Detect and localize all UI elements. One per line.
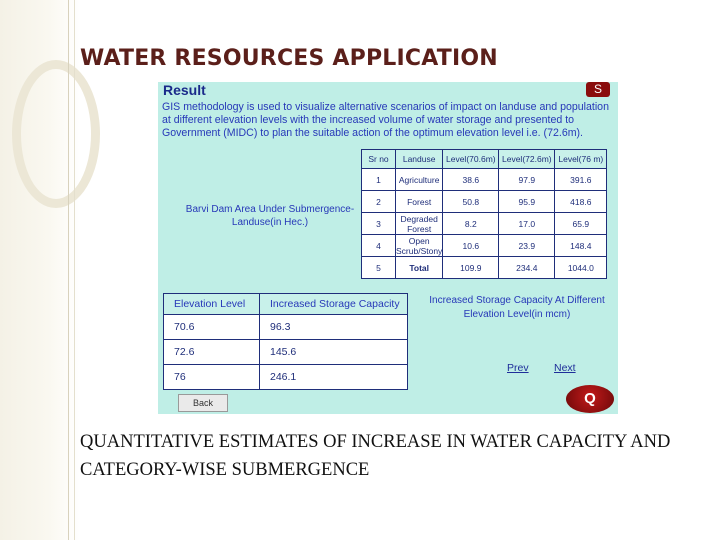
- landuse-header-cell: Sr no: [362, 150, 396, 169]
- landuse-header-cell: Level(70.6m): [443, 150, 499, 169]
- table-row: [362, 169, 607, 191]
- table-row: [362, 213, 607, 235]
- table-cell: 1044.0: [555, 257, 607, 279]
- decorative-line: [68, 0, 69, 540]
- landuse-table: [361, 149, 607, 279]
- table-cell: 96.3: [260, 315, 408, 340]
- table-cell: 76: [164, 365, 260, 390]
- result-description: GIS methodology is used to visualize alternative scenarios of impact on landuse and population at different elevation levels with the increased volume of water storage and presented to Government (MIDC) to plan the suitable action of the optimum elevation level i.e. (72.6m).: [162, 101, 609, 139]
- elevation-header-cell: Elevation Level: [164, 294, 260, 315]
- slide-caption: QUANTITATIVE ESTIMATES OF INCREASE IN WATER CAPACITY AND CATEGORY-WISE SUBMERGENCE: [80, 432, 671, 480]
- table-row: [362, 235, 607, 257]
- table-cell: 95.9: [499, 191, 555, 213]
- table-cell: Total: [396, 257, 443, 279]
- table-cell: 148.4: [555, 235, 607, 257]
- table-cell: 5: [362, 257, 396, 279]
- table-cell: 145.6: [260, 340, 408, 365]
- table-cell: Degraded Forest: [396, 213, 443, 235]
- table-cell: Agriculture: [396, 169, 443, 191]
- table-row: [362, 191, 607, 213]
- decorative-ring: [12, 60, 100, 208]
- table-cell: Forest: [396, 191, 443, 213]
- table-cell: 8.2: [443, 213, 499, 235]
- table-cell: 38.6: [443, 169, 499, 191]
- table-cell: 97.9: [499, 169, 555, 191]
- slide-title: WATER RESOURCES APPLICATION: [80, 46, 498, 71]
- next-link[interactable]: Next: [554, 362, 576, 374]
- table-cell: 391.6: [555, 169, 607, 191]
- landuse-header-cell: Level(72.6m): [499, 150, 555, 169]
- table-cell: 17.0: [499, 213, 555, 235]
- decorative-line-2: [74, 0, 75, 540]
- table-cell: 3: [362, 213, 396, 235]
- table-cell: 2: [362, 191, 396, 213]
- table-cell: 72.6: [164, 340, 260, 365]
- table-cell: 109.9: [443, 257, 499, 279]
- prev-link[interactable]: Prev: [507, 362, 529, 374]
- landuse-header-cell: Level(76 m): [555, 150, 607, 169]
- result-title: Result: [163, 82, 206, 98]
- table-row: [164, 365, 408, 390]
- table-cell: Open Scrub/Stony: [396, 235, 443, 256]
- dam-area-caption: Barvi Dam Area Under Submergence-Landuse(in Hec.): [185, 204, 355, 228]
- table-cell: 418.6: [555, 191, 607, 213]
- table-row-total: [362, 257, 607, 279]
- quit-button[interactable]: Q: [566, 385, 614, 413]
- table-row: [164, 340, 408, 365]
- table-cell: 1: [362, 169, 396, 191]
- result-panel: [158, 82, 618, 414]
- landuse-header-row: [362, 150, 607, 169]
- table-row: [164, 315, 408, 340]
- landuse-header-cell: Landuse: [396, 150, 443, 169]
- slide-sidebar-decoration: [0, 0, 80, 540]
- elevation-header-row: [164, 294, 408, 315]
- table-cell: 65.9: [555, 213, 607, 235]
- table-cell: 234.4: [499, 257, 555, 279]
- table-cell: 10.6: [443, 235, 499, 257]
- elevation-header-cell: Increased Storage Capacity: [260, 294, 408, 315]
- table-cell: 70.6: [164, 315, 260, 340]
- table-cell: 23.9: [499, 235, 555, 257]
- storage-capacity-caption: Increased Storage Capacity At Different Elevation Level(in mcm): [429, 295, 605, 320]
- s-button[interactable]: S: [586, 82, 610, 97]
- back-button[interactable]: Back: [178, 394, 228, 412]
- table-cell: 50.8: [443, 191, 499, 213]
- elevation-table: [163, 293, 408, 390]
- table-cell: 246.1: [260, 365, 408, 390]
- table-cell: 4: [362, 235, 396, 257]
